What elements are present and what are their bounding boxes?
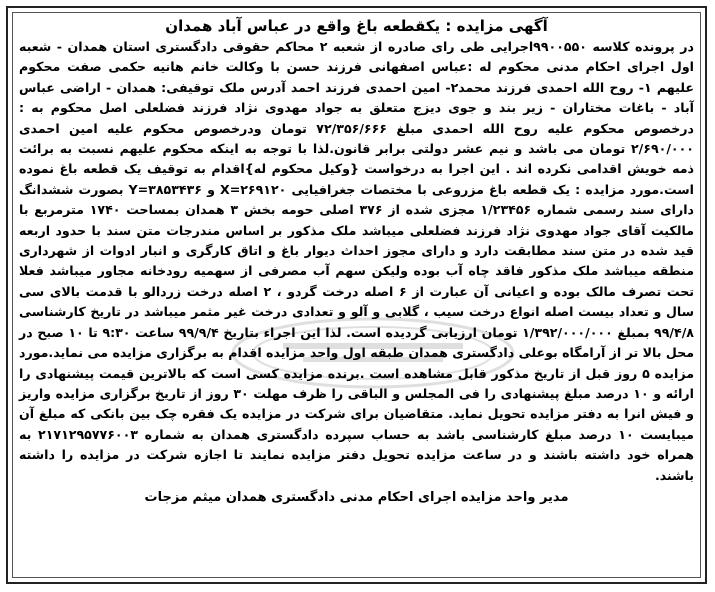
notice-signature: مدیر واحد مزایده اجرای احکام مدنی دادگستری همدان میثم مزجات: [144, 489, 569, 505]
notice-frame: [12, 12, 701, 578]
auction-notice: [6, 6, 707, 584]
notice-body: در پرونده کلاسه ۹۹۰۰۵۵۰اجرایی طی رای صادره از شعبه ۲ محاکم حقوقی دادگستری استان همدان - شعبه اول اجرای احکام مدنی محکوم له :عباس اصفهانی فرزند حسن با وکالت خانم هانیه حکمی صفت محکوم علیهم ۱- روح الله احمدی فرزند محمد۲- امین احمدی فرزند احمد آدرس ملک توقیفی: همدان - اراضی عباس آباد - باغات مختاران - زیر بند و جوی دیزج متعلق به جواد مهدوی نژاد فرزند فضلعلی اصل محکوم به : درخصوص محکوم علیه روح الله احمدی مبلغ ۷۲/۳۵۶/۶۶۶ تومان ودرخصوص محکوم علیه امین احمدی ۲/۶۹۰/۰۰۰ تومان می باشد و نیم عشر دولتی برابر قانون.لذا با توجه به اینکه محکوم علیهم نسبت به برائت ذمه خویش اقدامی نکرده اند . این اجرا به درخواست {وکیل محکوم له}اقدام به توقیف یک قطعه باغ نموده است.مورد مزایده : یک قطعه باغ مزروعی با مختصات جغرافیایی X=۲۶۹۱۲۰ و Y=۳۸۵۳۴۳۶ بصورت ششدانگ دارای سند رسمی شماره ۱/۲۳۴۵۶ مجزی شده از ۳۷۶ اصلی حومه بخش ۳ همدان بمساحت ۱۷۴۰ مترمربع با مالکیت آقای جواد مهدوی نژاد فرزند فضلعلی میباشد ملک مذکور بر اساس مندرجات متن سند با حدود اربعه قید شده در متن سند مطابقت دارد و دارای مجوز احداث دیوار باغ و اتاق کارگری و انبار ادوات از شهرداری منطقه میباشد ملک مذکور فاقد چاه آب بوده ولیکن سهم آب مصرفی از سهمیه رودخانه مجاور میباشد فعلا تحت تصرف مالک بوده و اعیانی آن عبارت از ۶ اصله درخت گردو ، ۲ اصله درخت زردالو با قدمت بالای سی سال و تعداد بیست اصله انواع درخت سیب ، گلابی و آلو و تعدادی درخت غیر مثمر میباشد در تاریخ کارشناسی ۹۹/۴/۸ بمبلغ ۱/۳۹۲/۰۰۰/۰۰۰ تومان ارزیابی گردیده است. لذا این اجراء بتاریخ ۹۹/۹/۴ ساعت ۹:۳۰ تا ۱۰ صبح در محل بالا تر از آرامگاه بوعلی دادگستری همدان طبقه اول واحد مزایده اقدام به برگزاری مزایده می نماید.مورد مزایده ۵ روز قبل از تاریخ مذکور قابل مشاهده است .برنده مزایده کسی است که بالاترین قیمت پیشنهادی را ارائه و ۱۰ درصد مبلغ پیشنهادی را فی المجلس و الباقی را ظرف مهلت ۳۰ روز از تاریخ برگزاری مزایده واریز و فیش انرا به دفتر مزایده تحویل نماید. متقاضیان برای شرکت در مزایده یک فقره چک بین بانکی که مبلغ آن میبایست ۱۰ درصد مبلغ کارشناسی باشد به حساب سپرده دادگستری همدان به شماره ۲۱۷۱۲۹۵۷۷۶۰۰۳ به همراه خود داشته باشند و در ساعت مزایده تحویل دفتر مزایده نمایند تا اجازه شرکت در مزایده را داشته باشند.: [19, 39, 695, 483]
notice-title: آگهی مزایده : یکقطعه باغ واقع در عباس آباد همدان: [165, 17, 548, 35]
